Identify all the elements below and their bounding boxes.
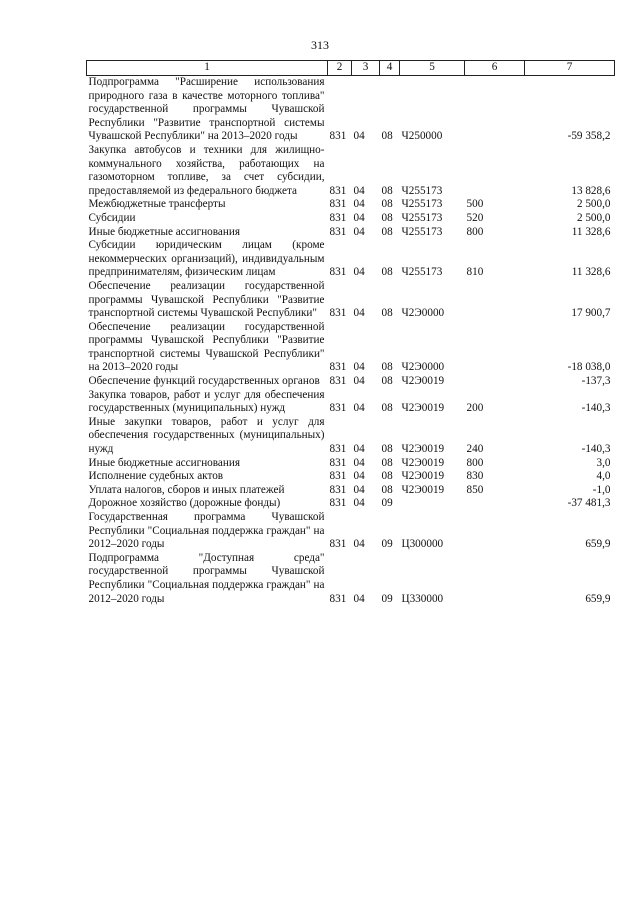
row-ministry-code-cell: 831: [329, 198, 347, 211]
row-target-article-cell: Ц300000: [401, 538, 444, 551]
row-expense-type-cell: [465, 280, 525, 321]
row-name-cell: Подпрограмма "Доступная среда" государственной программы Чувашской Республики "Социальная поддержка граждан" на 2012–2020 годы: [88, 551, 325, 605]
table-row: [87, 416, 615, 457]
row-section-code-cell: 04: [353, 307, 365, 320]
row-name-cell: Иные бюджетные ассигнования: [88, 456, 240, 469]
row-name-cell: Межбюджетные трансферты: [88, 198, 226, 211]
row-target-article-cell: Ч255173: [401, 225, 443, 238]
row-ministry-code-cell: 831: [329, 130, 347, 143]
row-ministry-code-cell: 831: [329, 361, 347, 374]
table-row: [87, 375, 615, 389]
row-target-article-cell: Ч250000: [401, 130, 443, 143]
row-name-cell: Подпрограмма "Расширение использования природного газа в качестве моторного топлива" государственной программы Чувашской Республики "Развитие транспортной системы Чувашской Республики" на 2013–2020 годы: [88, 76, 325, 143]
row-subsection-code-cell: 08: [381, 402, 393, 415]
row-target-article-cell: Ч255173: [401, 266, 443, 279]
row-name-cell: Субсидии юридическим лицам (кроме некоммерческих организаций), индивидуальным предпринимателям, физическим лицам: [88, 239, 325, 279]
column-header: 1: [87, 61, 328, 76]
row-ministry-code-cell: 831: [329, 483, 347, 496]
budget-table: [86, 60, 615, 606]
row-subsection-code-cell: 08: [381, 184, 393, 197]
row-section-code-cell: 04: [353, 402, 365, 415]
row-subsection-code-cell: 08: [381, 211, 393, 224]
row-expense-type-cell: 800: [466, 225, 484, 238]
row-expense-type-cell: [465, 321, 525, 375]
column-header: 3: [352, 61, 380, 76]
row-expense-type-cell: 240: [466, 443, 484, 456]
column-header: 6: [465, 61, 525, 76]
row-name-cell: Дорожное хозяйство (дорожные фонды): [88, 497, 281, 510]
table-row: [87, 280, 615, 321]
row-ministry-code-cell: 831: [329, 211, 347, 224]
row-expense-type-cell: [465, 144, 525, 198]
row-expense-type-cell: 810: [466, 266, 484, 279]
row-subsection-code-cell: 08: [381, 483, 393, 496]
table-row: [87, 389, 615, 416]
row-ministry-code-cell: 831: [329, 225, 347, 238]
table-row: [87, 457, 615, 471]
row-target-article-cell: Ч2Э0019: [401, 470, 445, 483]
row-expense-type-cell: 520: [466, 211, 484, 224]
page-number: 313: [311, 38, 329, 52]
row-subsection-code-cell: 08: [381, 456, 393, 469]
row-expense-type-cell: [465, 552, 525, 606]
row-expense-type-cell: 200: [466, 402, 484, 415]
row-name-cell: Обеспечение реализации государственной программы Чувашской Республики "Развитие транспортной системы Чувашской Республики" на 2013–2020 годы: [88, 320, 325, 374]
row-target-article-cell: Ч2Э0000: [401, 361, 445, 374]
row-ministry-code-cell: 831: [329, 184, 347, 197]
table-row: [87, 212, 615, 226]
row-ministry-code-cell: 831: [329, 402, 347, 415]
row-subsection-code-cell: 09: [381, 538, 393, 551]
row-amount-cell: -18 038,0: [567, 361, 611, 374]
row-target-article-cell: Ч2Э0019: [401, 456, 445, 469]
row-section-code-cell: 04: [353, 443, 365, 456]
row-name-cell: Субсидии: [88, 211, 136, 224]
row-target-article-cell: Ц330000: [401, 592, 444, 605]
row-amount-cell: 2 500,0: [576, 211, 611, 224]
row-expense-type-cell: 800: [466, 456, 484, 469]
row-section-code-cell: 04: [353, 361, 365, 374]
row-target-article-cell: Ч2Э0019: [401, 375, 445, 388]
row-name-cell: Обеспечение функций государственных органов: [88, 375, 320, 388]
row-amount-cell: 3,0: [596, 456, 611, 469]
table-row: [87, 497, 615, 511]
row-amount-cell: -37 481,3: [567, 497, 611, 510]
row-amount-cell: 4,0: [596, 470, 611, 483]
row-name-cell: Уплата налогов, сборов и иных платежей: [88, 483, 285, 496]
column-header: 4: [380, 61, 400, 76]
row-ministry-code-cell: 831: [329, 497, 347, 510]
row-name-cell: Иные бюджетные ассигнования: [88, 225, 240, 238]
row-subsection-code-cell: 08: [381, 361, 393, 374]
row-expense-type-cell: [465, 375, 525, 389]
row-ministry-code-cell: 831: [329, 443, 347, 456]
row-target-article-cell: Ч2Э0019: [401, 443, 445, 456]
row-amount-cell: 13 828,6: [571, 184, 611, 197]
table-header-row: [87, 61, 615, 76]
row-subsection-code-cell: 08: [381, 307, 393, 320]
row-name-cell: Закупка товаров, работ и услуг для обеспечения государственных (муниципальных) нужд: [88, 388, 325, 415]
row-target-article-cell: [400, 497, 465, 511]
row-subsection-code-cell: 08: [381, 470, 393, 483]
row-expense-type-cell: [465, 76, 525, 144]
row-name-cell: Исполнение судебных актов: [88, 470, 224, 483]
row-amount-cell: 2 500,0: [576, 198, 611, 211]
row-subsection-code-cell: 08: [381, 225, 393, 238]
row-amount-cell: -59 358,2: [567, 130, 611, 143]
row-target-article-cell: Ч255173: [401, 184, 443, 197]
row-section-code-cell: 04: [353, 592, 365, 605]
row-section-code-cell: 04: [353, 538, 365, 551]
row-name-cell: Государственная программа Чувашской Республики "Социальная поддержка граждан" на 2012–2020 годы: [88, 511, 325, 551]
row-target-article-cell: Ч2Э0000: [401, 307, 445, 320]
row-section-code-cell: 04: [353, 211, 365, 224]
row-amount-cell: 659,9: [585, 538, 611, 551]
table-row: [87, 226, 615, 240]
row-amount-cell: -137,3: [581, 375, 611, 388]
row-section-code-cell: 04: [353, 225, 365, 238]
row-section-code-cell: 04: [353, 497, 365, 510]
row-ministry-code-cell: 831: [329, 538, 347, 551]
row-target-article-cell: Ч255173: [401, 211, 443, 224]
row-section-code-cell: 04: [353, 483, 365, 496]
row-section-code-cell: 04: [353, 184, 365, 197]
row-amount-cell: 17 900,7: [571, 307, 611, 320]
row-expense-type-cell: [465, 497, 525, 511]
row-name-cell: Обеспечение реализации государственной программы Чувашской Республики "Развитие транспортной системы Чувашской Республики": [88, 279, 325, 320]
column-header: 2: [328, 61, 352, 76]
row-ministry-code-cell: 831: [329, 456, 347, 469]
row-expense-type-cell: 850: [466, 483, 484, 496]
table-row: [87, 470, 615, 484]
row-amount-cell: -140,3: [581, 402, 611, 415]
table-row: [87, 76, 615, 144]
table-row: [87, 144, 615, 198]
table-row: [87, 321, 615, 375]
row-subsection-code-cell: 08: [381, 266, 393, 279]
row-ministry-code-cell: 831: [329, 470, 347, 483]
row-expense-type-cell: [465, 511, 525, 552]
row-section-code-cell: 04: [353, 375, 365, 388]
row-expense-type-cell: 830: [466, 470, 484, 483]
row-expense-type-cell: 500: [466, 198, 484, 211]
row-target-article-cell: Ч2Э0019: [401, 483, 445, 496]
column-header: 7: [525, 61, 615, 76]
table-row: [87, 484, 615, 498]
row-subsection-code-cell: 09: [381, 497, 393, 510]
row-target-article-cell: Ч2Э0019: [401, 402, 445, 415]
row-amount-cell: 11 328,6: [571, 266, 611, 279]
row-target-article-cell: Ч255173: [401, 198, 443, 211]
row-section-code-cell: 04: [353, 266, 365, 279]
table-row: [87, 239, 615, 280]
row-section-code-cell: 04: [353, 130, 365, 143]
row-amount-cell: 659,9: [585, 592, 611, 605]
row-subsection-code-cell: 08: [381, 443, 393, 456]
row-section-code-cell: 04: [353, 198, 365, 211]
table-row: [87, 552, 615, 606]
row-name-cell: Иные закупки товаров, работ и услуг для обеспечения государственных (муниципальных) нужд: [88, 415, 325, 456]
row-ministry-code-cell: 831: [329, 307, 347, 320]
row-name-cell: Закупка автобусов и техники для жилищно-коммунального хозяйства, работающих на газомоторном топливе, за счет субсидии, предоставляемой из федерального бюджета: [88, 143, 325, 197]
row-subsection-code-cell: 09: [381, 592, 393, 605]
row-subsection-code-cell: 08: [381, 198, 393, 211]
row-amount-cell: 11 328,6: [571, 225, 611, 238]
column-header: 5: [400, 61, 465, 76]
row-amount-cell: -1,0: [592, 483, 611, 496]
row-section-code-cell: 04: [353, 470, 365, 483]
row-section-code-cell: 04: [353, 456, 365, 469]
table-row: [87, 198, 615, 212]
row-ministry-code-cell: 831: [329, 266, 347, 279]
row-amount-cell: -140,3: [581, 443, 611, 456]
row-subsection-code-cell: 08: [381, 130, 393, 143]
table-row: [87, 511, 615, 552]
row-subsection-code-cell: 08: [381, 375, 393, 388]
row-ministry-code-cell: 831: [329, 375, 347, 388]
row-ministry-code-cell: 831: [329, 592, 347, 605]
